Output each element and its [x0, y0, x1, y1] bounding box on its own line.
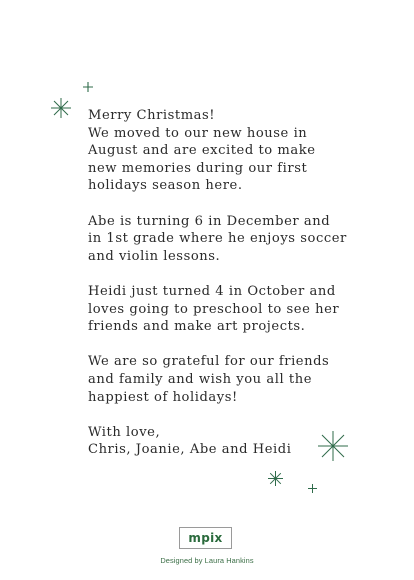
message-line: Abe is turning 6 in December and — [88, 213, 331, 229]
designer-credit: Designed by Laura Hankins — [160, 556, 254, 565]
message-line: August and are excited to make — [88, 143, 316, 159]
heidi-paragraph — [88, 283, 388, 336]
grateful-paragraph — [88, 353, 388, 406]
signature-paragraph — [88, 424, 388, 459]
sparkle-star-icon — [268, 471, 283, 486]
sparkle-star-icon — [51, 98, 71, 118]
message-line: Chris, Joanie, Abe and Heidi — [88, 442, 292, 458]
message-line: Merry Christmas! — [88, 108, 216, 123]
message-line: Heidi just turned 4 in October and — [88, 283, 336, 299]
message-line: With love, — [88, 424, 161, 440]
message-line: We moved to our new house in — [88, 125, 308, 141]
message-line: and violin lessons. — [88, 248, 221, 264]
message-line: new memories during our first — [88, 160, 308, 176]
message-line: holidays season here. — [88, 178, 243, 194]
mpix-logo: mpix — [179, 527, 232, 549]
message-line: happiest of holidays! — [88, 389, 238, 405]
message-line: in 1st grade where he enjoys soccer — [88, 231, 347, 247]
small-star-icon — [308, 484, 317, 493]
abe-paragraph — [88, 213, 388, 266]
message-line: friends and make art projects. — [88, 319, 306, 335]
message-line: We are so grateful for our friends — [88, 354, 330, 370]
card-message — [88, 107, 388, 459]
message-line: loves going to preschool to see her — [88, 301, 340, 317]
message-line: and family and wish you all the — [88, 371, 312, 387]
small-star-icon — [83, 82, 93, 92]
greeting-paragraph — [88, 107, 388, 195]
